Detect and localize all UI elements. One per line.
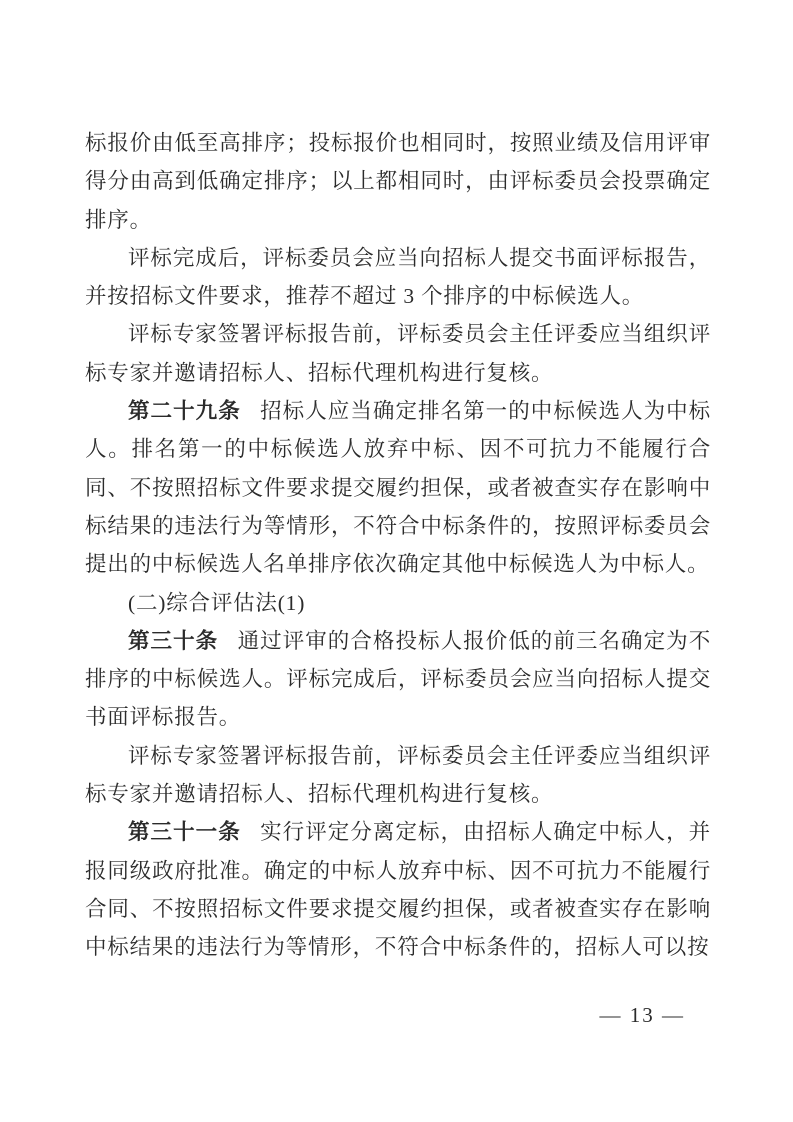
paragraph-text: 评标完成后，评标委员会应当向招标人提交书面评标报告，并按招标文件要求，推荐不超过 3 个排序的中标候选人。 xyxy=(85,245,711,309)
page-number: — 13 — xyxy=(599,1003,685,1027)
section-heading-text: (二)综合评估法(1) xyxy=(128,590,306,615)
paragraph-continuation xyxy=(85,124,711,239)
paragraph xyxy=(85,737,711,814)
article-clause-29 xyxy=(85,392,711,583)
paragraph-text: 评标专家签署评标报告前，评标委员会主任评委应当组织评标专家并邀请招标人、招标代理机构进行复核。 xyxy=(85,322,711,385)
article-term: 第二十九条 xyxy=(128,399,241,424)
paragraph-text: 标报价由低至高排序；投标报价也相同时，按照业绩及信用评审得分由高到低确定排序；以上都相同时，由评标委员会投票确定排序。 xyxy=(85,131,711,232)
paragraph xyxy=(85,239,711,316)
section-heading xyxy=(85,584,711,622)
article-clause-31 xyxy=(85,813,711,966)
paragraph-text: 实行评定分离定标，由招标人确定中标人，并报同级政府批准。确定的中标人放弃中标、因不可抗力不能履行合同、不按照招标文件要求提交履约担保，或者被查实存在影响中标结果的违法行为等情形，不符合中标条件的，招标人可以按 xyxy=(85,820,711,960)
paragraph-text: 评标专家签署评标报告前，评标委员会主任评委应当组织评标专家并邀请招标人、招标代理机构进行复核。 xyxy=(85,743,711,807)
paragraph xyxy=(85,315,711,392)
article-clause-30 xyxy=(85,622,711,737)
paragraph-text: 通过评审的合格投标人报价低的前三名确定为不排序的中标候选人。评标完成后，评标委员会应当向招标人提交书面评标报告。 xyxy=(85,628,711,730)
document-body xyxy=(85,124,711,967)
article-term: 第三十一条 xyxy=(128,820,241,845)
article-term: 第三十条 xyxy=(128,628,219,653)
paragraph-text: 招标人应当确定排名第一的中标候选人为中标人。排名第一的中标候选人放弃中标、因不可抗力不能履行合同、不按照招标文件要求提交履约担保，或者被查实存在影响中标结果的违法行为等情形，不符合中标条件的，按照评标委员会提出的中标候选人名单排序依次确定其他中标候选人为中标人。 xyxy=(85,399,711,577)
